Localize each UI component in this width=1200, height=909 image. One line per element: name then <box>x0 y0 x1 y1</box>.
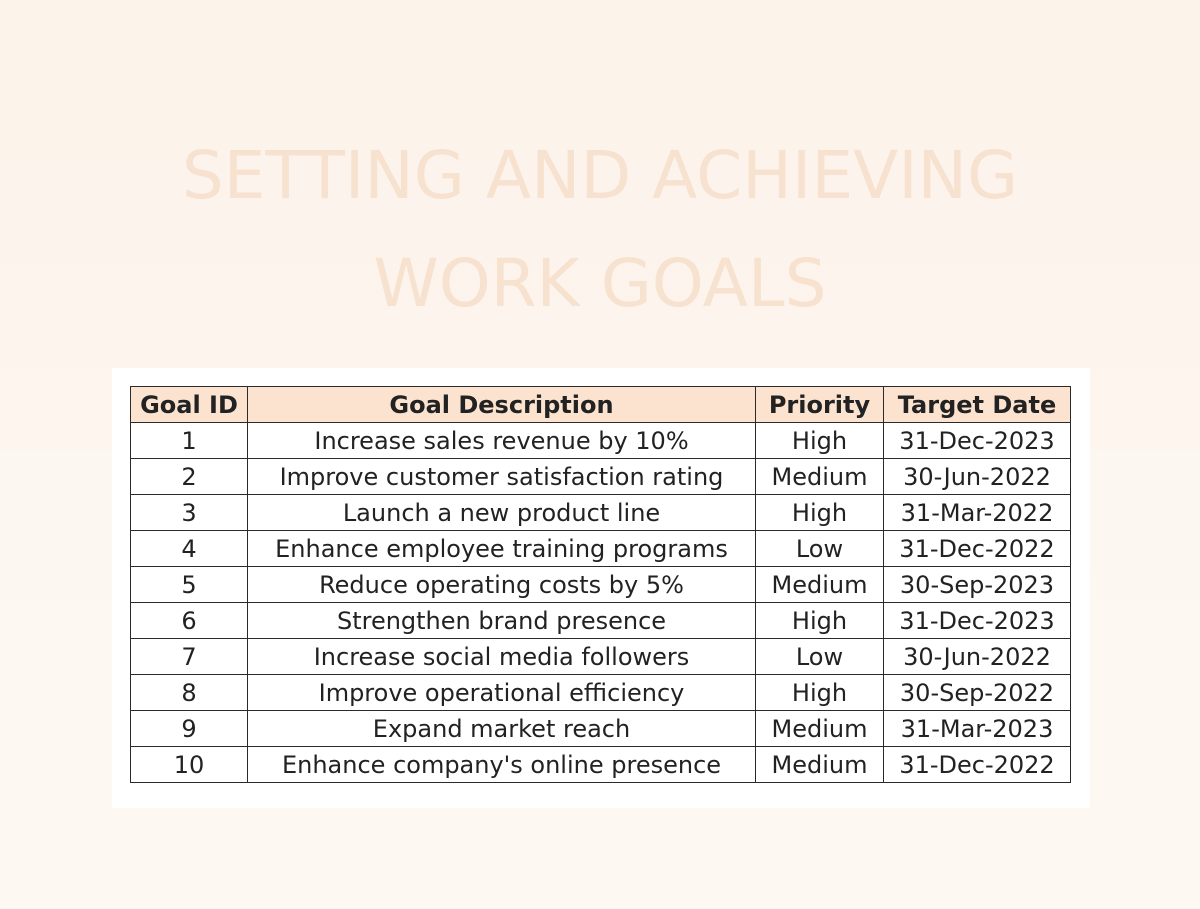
cell-goal-id: 7 <box>131 639 248 675</box>
cell-goal-description: Launch a new product line <box>248 495 756 531</box>
cell-goal-description: Strengthen brand presence <box>248 603 756 639</box>
cell-goal-description: Increase sales revenue by 10% <box>248 423 756 459</box>
cell-target-date: 31-Dec-2022 <box>884 747 1071 783</box>
cell-priority: Medium <box>756 567 884 603</box>
cell-goal-id: 3 <box>131 495 248 531</box>
goals-table <box>130 386 1071 783</box>
page-title-line-1: SETTING AND ACHIEVING <box>181 137 1019 214</box>
cell-goal-id: 5 <box>131 567 248 603</box>
table-card <box>112 368 1090 808</box>
cell-target-date: 31-Dec-2023 <box>884 423 1071 459</box>
cell-goal-id: 1 <box>131 423 248 459</box>
cell-goal-id: 8 <box>131 675 248 711</box>
page-title <box>0 122 1200 338</box>
cell-priority: High <box>756 495 884 531</box>
cell-goal-description: Improve customer satisfaction rating <box>248 459 756 495</box>
table-row <box>131 495 1071 531</box>
cell-target-date: 31-Dec-2022 <box>884 531 1071 567</box>
cell-goal-description: Reduce operating costs by 5% <box>248 567 756 603</box>
cell-goal-id: 4 <box>131 531 248 567</box>
cell-target-date: 30-Jun-2022 <box>884 459 1071 495</box>
header-goal-description: Goal Description <box>248 387 756 423</box>
cell-priority: Medium <box>756 711 884 747</box>
cell-priority: High <box>756 603 884 639</box>
table-row <box>131 423 1071 459</box>
cell-target-date: 30-Jun-2022 <box>884 639 1071 675</box>
cell-priority: Medium <box>756 747 884 783</box>
table-row <box>131 459 1071 495</box>
cell-priority: Low <box>756 531 884 567</box>
cell-goal-description: Expand market reach <box>248 711 756 747</box>
cell-priority: High <box>756 675 884 711</box>
cell-target-date: 31-Mar-2022 <box>884 495 1071 531</box>
table-row <box>131 531 1071 567</box>
cell-goal-description: Improve operational efficiency <box>248 675 756 711</box>
table-row <box>131 711 1071 747</box>
cell-target-date: 31-Dec-2023 <box>884 603 1071 639</box>
cell-priority: Low <box>756 639 884 675</box>
table-row <box>131 675 1071 711</box>
header-goal-id: Goal ID <box>131 387 248 423</box>
cell-priority: High <box>756 423 884 459</box>
cell-goal-description: Increase social media followers <box>248 639 756 675</box>
cell-goal-id: 9 <box>131 711 248 747</box>
cell-target-date: 31-Mar-2023 <box>884 711 1071 747</box>
table-row <box>131 639 1071 675</box>
table-row <box>131 603 1071 639</box>
cell-target-date: 30-Sep-2022 <box>884 675 1071 711</box>
cell-goal-description: Enhance company's online presence <box>248 747 756 783</box>
cell-target-date: 30-Sep-2023 <box>884 567 1071 603</box>
table-header-row <box>131 387 1071 423</box>
table-row <box>131 567 1071 603</box>
page-title-line-2: WORK GOALS <box>373 245 827 322</box>
cell-priority: Medium <box>756 459 884 495</box>
cell-goal-id: 10 <box>131 747 248 783</box>
cell-goal-id: 2 <box>131 459 248 495</box>
cell-goal-id: 6 <box>131 603 248 639</box>
cell-goal-description: Enhance employee training programs <box>248 531 756 567</box>
header-target-date: Target Date <box>884 387 1071 423</box>
header-priority: Priority <box>756 387 884 423</box>
table-row <box>131 747 1071 783</box>
